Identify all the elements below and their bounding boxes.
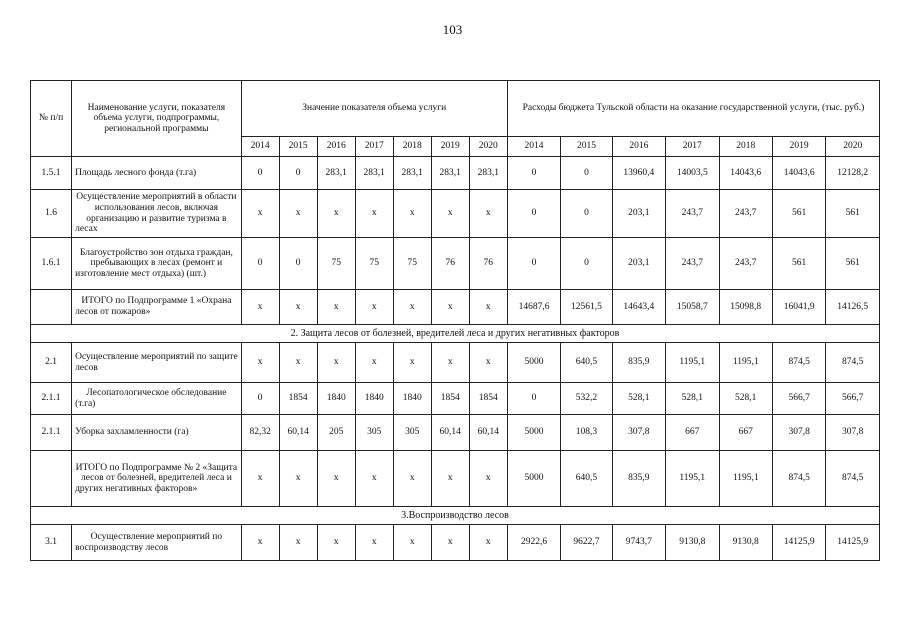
indicator-value: х (355, 343, 393, 383)
expense-value: 9743,7 (612, 525, 665, 561)
expense-value: 243,7 (666, 190, 719, 238)
expense-value: 15098,8 (719, 290, 772, 325)
expense-value: 528,1 (666, 383, 719, 415)
expense-year: 2019 (772, 137, 825, 157)
expense-value: 835,9 (612, 343, 665, 383)
indicator-value: 1854 (469, 383, 507, 415)
expense-value: 566,7 (826, 383, 880, 415)
expense-value: 561 (772, 190, 825, 238)
row-number: 2.1.1 (31, 383, 72, 415)
indicator-value: х (355, 290, 393, 325)
indicator-value: х (393, 525, 431, 561)
indicator-value: 205 (317, 415, 355, 451)
indicator-value: х (317, 451, 355, 507)
indicator-value: 283,1 (469, 157, 507, 190)
indicator-value: 283,1 (355, 157, 393, 190)
header-expenses: Расходы бюджета Тульской области на оказание государственной услуги, (тыс. руб.) (507, 81, 879, 137)
row-name: Уборка захламленности (га) (72, 415, 242, 451)
expense-value: 243,7 (666, 238, 719, 290)
row-name: Лесопатологическое обследование (т.га) (72, 383, 242, 415)
row-number (31, 451, 72, 507)
table-row (31, 190, 880, 238)
table-row (31, 415, 880, 451)
expense-value: 561 (826, 190, 880, 238)
indicator-value: 1840 (317, 383, 355, 415)
indicator-value: х (279, 343, 317, 383)
row-number: 1.6 (31, 190, 72, 238)
indicator-year: 2015 (279, 137, 317, 157)
expense-value: 5000 (507, 343, 560, 383)
indicator-value: х (279, 290, 317, 325)
expense-value: 15058,7 (666, 290, 719, 325)
expense-value: 640,5 (561, 343, 612, 383)
expense-value: 203,1 (612, 190, 665, 238)
expense-value: 307,8 (826, 415, 880, 451)
indicator-value: х (241, 451, 279, 507)
expense-value: 874,5 (826, 343, 880, 383)
expense-value: 667 (666, 415, 719, 451)
expense-value: 12561,5 (561, 290, 612, 325)
expense-value: 2922,6 (507, 525, 560, 561)
indicator-year: 2014 (241, 137, 279, 157)
expense-year: 2015 (561, 137, 612, 157)
row-name: Осуществление мероприятий по воспроизводству лесов (72, 525, 242, 561)
expense-value: 0 (507, 190, 560, 238)
expense-value: 561 (826, 238, 880, 290)
indicator-value: 0 (241, 157, 279, 190)
indicator-value: х (241, 190, 279, 238)
expense-value: 566,7 (772, 383, 825, 415)
indicator-value: 0 (241, 238, 279, 290)
expense-year: 2014 (507, 137, 560, 157)
expense-value: 9622,7 (561, 525, 612, 561)
expense-value: 9130,8 (719, 525, 772, 561)
expense-value: 561 (772, 238, 825, 290)
table-row (31, 238, 880, 290)
indicator-value: 283,1 (393, 157, 431, 190)
indicator-value: 60,14 (279, 415, 317, 451)
expense-value: 874,5 (772, 343, 825, 383)
expense-value: 203,1 (612, 238, 665, 290)
indicator-value: 1840 (393, 383, 431, 415)
expense-value: 835,9 (612, 451, 665, 507)
expense-value: 0 (561, 157, 612, 190)
indicator-value: х (469, 190, 507, 238)
expense-value: 528,1 (612, 383, 665, 415)
expense-value: 16041,9 (772, 290, 825, 325)
expense-value: 874,5 (826, 451, 880, 507)
expense-value: 9130,8 (666, 525, 719, 561)
expense-value: 14043,6 (772, 157, 825, 190)
expense-value: 874,5 (772, 451, 825, 507)
table-row (31, 157, 880, 190)
expense-value: 14003,5 (666, 157, 719, 190)
indicator-value: х (279, 190, 317, 238)
indicator-value: х (393, 343, 431, 383)
expense-value: 5000 (507, 415, 560, 451)
indicator-value: 0 (279, 157, 317, 190)
expense-year: 2017 (666, 137, 719, 157)
expense-value: 0 (561, 238, 612, 290)
indicator-year: 2017 (355, 137, 393, 157)
row-number (31, 290, 72, 325)
table-row (31, 343, 880, 383)
indicator-value: х (241, 343, 279, 383)
expense-value: 108,3 (561, 415, 612, 451)
indicator-year: 2019 (431, 137, 469, 157)
indicator-value: 0 (241, 383, 279, 415)
indicator-value: х (279, 451, 317, 507)
indicator-value: х (431, 525, 469, 561)
expense-value: 14125,9 (826, 525, 880, 561)
indicator-value: 305 (355, 415, 393, 451)
indicator-value: х (393, 190, 431, 238)
indicator-value: х (469, 451, 507, 507)
expense-value: 1195,1 (719, 343, 772, 383)
expense-value: 0 (507, 383, 560, 415)
indicator-value: 305 (393, 415, 431, 451)
row-number: 2.1 (31, 343, 72, 383)
row-number: 3.1 (31, 525, 72, 561)
indicator-value: х (317, 343, 355, 383)
table-row (31, 451, 880, 507)
indicator-value: 82,32 (241, 415, 279, 451)
indicator-value: 283,1 (431, 157, 469, 190)
indicator-value: х (355, 190, 393, 238)
table-row (31, 525, 880, 561)
expense-value: 528,1 (719, 383, 772, 415)
indicator-value: х (355, 525, 393, 561)
indicator-value: х (393, 451, 431, 507)
indicator-value: 75 (355, 238, 393, 290)
indicator-value: 1854 (279, 383, 317, 415)
expense-value: 532,2 (561, 383, 612, 415)
expense-value: 13960,4 (612, 157, 665, 190)
indicator-value: х (317, 290, 355, 325)
indicator-value: х (317, 525, 355, 561)
expense-value: 667 (719, 415, 772, 451)
indicator-value: х (431, 343, 469, 383)
indicator-value: х (431, 190, 469, 238)
indicator-value: х (317, 190, 355, 238)
expense-value: 0 (507, 238, 560, 290)
header-num: № п/п (31, 81, 72, 157)
indicator-value: х (355, 451, 393, 507)
expense-value: 1195,1 (666, 451, 719, 507)
indicator-value: 60,14 (431, 415, 469, 451)
report-table (30, 80, 880, 561)
row-name: ИТОГО по Подпрограмме № 2 «Защита лесов от болезней, вредителей леса и других негативных факторов» (72, 451, 242, 507)
expense-value: 243,7 (719, 238, 772, 290)
row-name: Осуществление мероприятий в области использования лесов, включая организацию и развитие туризма в лесах (72, 190, 242, 238)
indicator-value: 283,1 (317, 157, 355, 190)
indicator-year: 2016 (317, 137, 355, 157)
section-row (31, 325, 880, 343)
indicator-value: 75 (393, 238, 431, 290)
header-indicator: Значение показателя объема услуги (241, 81, 507, 137)
indicator-value: х (431, 290, 469, 325)
indicator-value: х (393, 290, 431, 325)
header-name: Наименование услуги, показателя объема услуги, подпрограммы, региональной программы (72, 81, 242, 157)
indicator-year: 2020 (469, 137, 507, 157)
expense-value: 14643,4 (612, 290, 665, 325)
expense-year: 2020 (826, 137, 880, 157)
expense-value: 307,8 (772, 415, 825, 451)
expense-value: 243,7 (719, 190, 772, 238)
header-row-main (31, 81, 880, 137)
expense-value: 1195,1 (666, 343, 719, 383)
expense-year: 2018 (719, 137, 772, 157)
page-number: 103 (442, 22, 463, 37)
section-row (31, 507, 880, 525)
indicator-year: 2018 (393, 137, 431, 157)
expense-value: 640,5 (561, 451, 612, 507)
indicator-value: х (279, 525, 317, 561)
indicator-value: х (469, 290, 507, 325)
table-row (31, 290, 880, 325)
expense-value: 0 (507, 157, 560, 190)
section-title: 3.Воспроизводство лесов (31, 507, 880, 525)
row-name: Осуществление мероприятий по защите лесов (72, 343, 242, 383)
indicator-value: 1840 (355, 383, 393, 415)
indicator-value: х (431, 451, 469, 507)
table-body (31, 81, 880, 561)
expense-year: 2016 (612, 137, 665, 157)
expense-value: 307,8 (612, 415, 665, 451)
indicator-value: х (469, 343, 507, 383)
indicator-value: х (241, 290, 279, 325)
section-title: 2. Защита лесов от болезней, вредителей леса и других негативных факторов (31, 325, 880, 343)
expense-value: 0 (561, 190, 612, 238)
row-number: 2.1.1 (31, 415, 72, 451)
indicator-value: х (241, 525, 279, 561)
expense-value: 14125,9 (772, 525, 825, 561)
expense-value: 12128,2 (826, 157, 880, 190)
indicator-value: 76 (469, 238, 507, 290)
row-name: Благоустройство зон отдыха граждан, пребывающих в лесах (ремонт и изготовление мест отдыха) (шт.) (72, 238, 242, 290)
table-row (31, 383, 880, 415)
indicator-value: 1854 (431, 383, 469, 415)
expense-value: 14687,6 (507, 290, 560, 325)
expense-value: 14043,6 (719, 157, 772, 190)
row-name: Площадь лесного фонда (т.га) (72, 157, 242, 190)
row-number: 1.5.1 (31, 157, 72, 190)
indicator-value: 75 (317, 238, 355, 290)
row-number: 1.6.1 (31, 238, 72, 290)
expense-value: 14126,5 (826, 290, 880, 325)
indicator-value: 76 (431, 238, 469, 290)
indicator-value: х (469, 525, 507, 561)
indicator-value: 0 (279, 238, 317, 290)
expense-value: 5000 (507, 451, 560, 507)
indicator-value: 60,14 (469, 415, 507, 451)
expense-value: 1195,1 (719, 451, 772, 507)
row-name: ИТОГО по Подпрограмме 1 «Охрана лесов от пожаров» (72, 290, 242, 325)
